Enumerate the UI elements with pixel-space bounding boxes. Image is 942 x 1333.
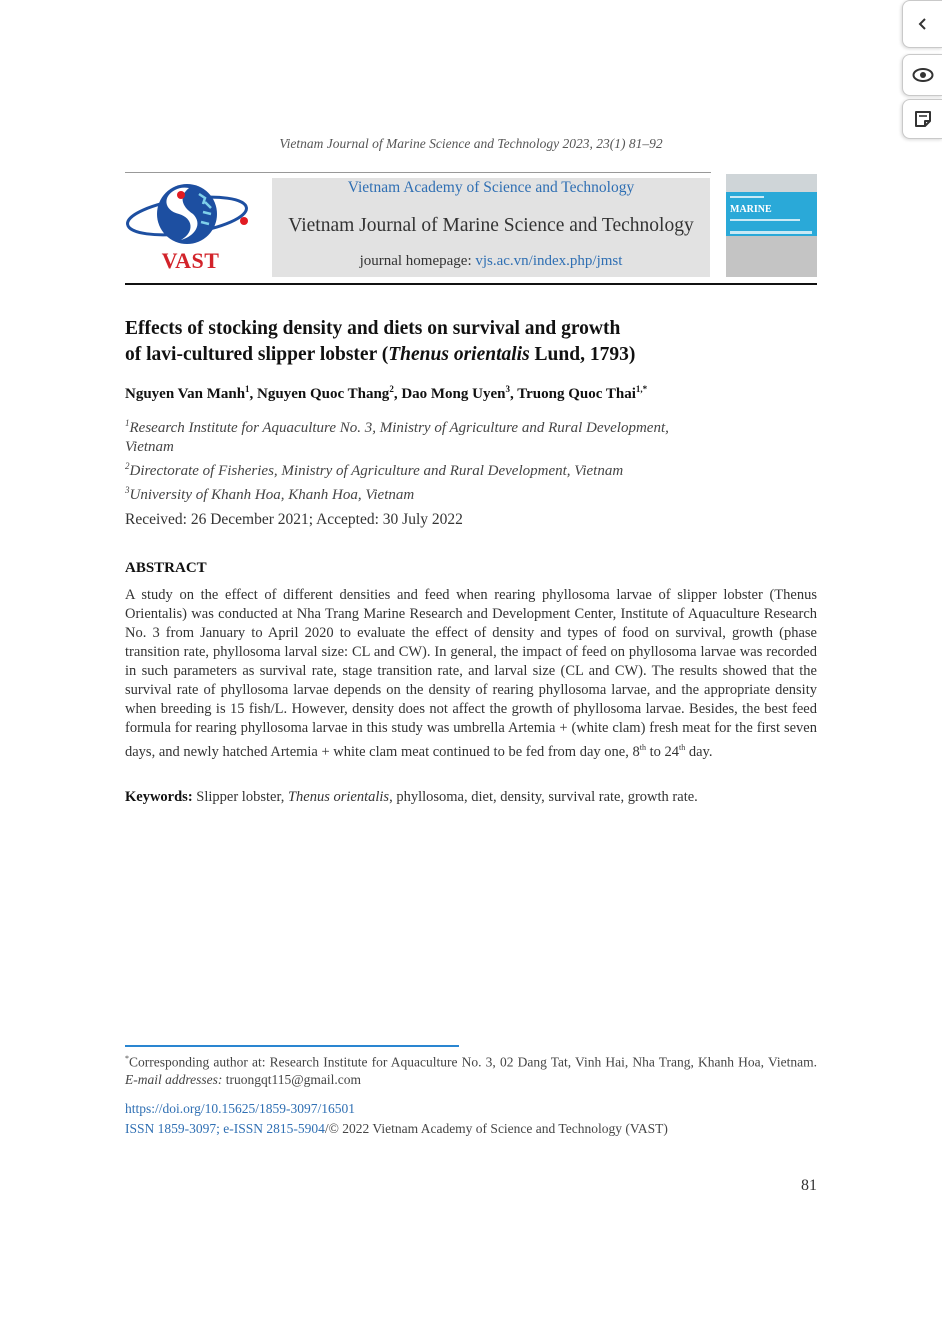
abstract-heading: ABSTRACT [125,560,207,576]
affiliation: $^1$Research Institute for Aquaculture No. 3, Ministry of Agriculture and Rural Development, Vietnam [125,418,669,455]
affiliation: $^2$Directorate of Fisheries, Ministry of Agriculture and Rural Development, Vietnam [125,461,624,479]
author-list [125,384,817,403]
issn-link[interactable]: ISSN 1859-3097; e-ISSN 2815-5904 [125,1121,325,1136]
journal-homepage [272,253,710,270]
title-line-1: Effects of stocking density and diets on survival and growth [125,318,621,339]
received-dates: Received: 26 December 2021; Accepted: 30 July 2022 [125,511,463,528]
running-head: Vietnam Journal of Marine Science and Technology 2023, 23(1) 81–92 [279,136,663,151]
journal-cover-thumbnail [726,174,817,277]
header-top-rule [125,172,711,173]
author: Truong Quoc Thai$^{1,*}$ [517,384,648,402]
journal-name: Vietnam Journal of Marine Science and Technology [288,215,694,236]
article-title [125,316,817,368]
chevron-left-icon [916,17,930,31]
author: Nguyen Van Manh$^1$, [125,384,258,402]
note-button[interactable] [902,99,942,139]
vast-logo [123,176,258,276]
abstract-text: A study on the effect of different densities and feed when rearing phyllosoma larvae of slipper lobster (Thenus Orientalis) was conducted at Nha Trang Marine Research and Development Center, Institute of Aquaculture Research No. 3 from January to April 2020 to evaluate the effect of density and types of food on survival, growth (phase transition rate, phyllosoma larval size: CL and CW). In general, the impact of feed on phyllosoma larvae was recorded in such parameters as survival rate, stage transition rate, and larval size (CL and CW). The results showed that the survival rate of phyllosoma larvae depends on the density of rearing phyllosoma larvae, and the appropriate density when breeding is 15 fish/L. However, density does not affect the growth of phyllosoma larvae. Besides, the best feed formula for rearing phyllosoma larvae in this study was umbrella Artemia + (white clam) fresh meat for the first seven days, and newly hatched Artemia + white clam meat continued to be fed from day one, 8th to 24th day. [125,587,817,760]
author: Nguyen Quoc Thang$^2$, [257,384,402,402]
footnote-rule [125,1045,459,1047]
title-line-2: of lavi-cultured slipper lobster (Thenus orientalis Lund, 1793) [125,344,636,365]
logo-text: VAST [161,248,220,273]
keywords-label: Keywords: [125,789,193,805]
corresponding-author-footnote: *Corresponding author at: Research Institute for Aquaculture No. 3, 02 Dang Tat, Vinh Hai, Nha Trang, Khanh Hoa, Vietnam. E-mail addresses: truongqt115@gmail.com [125,1054,817,1087]
keywords: Keywords: Slipper lobster, Thenus orientalis, phyllosoma, diet, density, survival rate, growth rate. [125,789,698,805]
affiliation: $^3$University of Khanh Hoa, Khanh Hoa, Vietnam [125,485,415,503]
affiliations [125,414,817,505]
view-button[interactable] [902,54,942,96]
cover-title: MARINE [730,204,772,215]
doi-link[interactable]: https://doi.org/10.15625/1859-3097/16501 [125,1101,356,1116]
author-email: truongqt115@gmail.com [222,1071,362,1087]
eye-icon [912,67,934,83]
author: Dao Mong Uyen$^3$, [401,384,518,402]
species-name: Thenus orientalis [388,344,530,365]
note-icon [913,109,933,129]
journal-banner [272,178,710,277]
institution-name: Vietnam Academy of Science and Technology [347,179,635,196]
collapse-panel-button[interactable] [902,0,942,48]
page-number: 81 [801,1177,817,1194]
homepage-link[interactable]: vjs.ac.vn/index.php/jmst [475,253,623,269]
issn-line: ISSN 1859-3097; e-ISSN 2815-5904/© 2022 Vietnam Academy of Science and Technology (VAST) [125,1121,668,1136]
header-rule [125,283,817,285]
homepage-label: journal homepage: [359,253,476,269]
